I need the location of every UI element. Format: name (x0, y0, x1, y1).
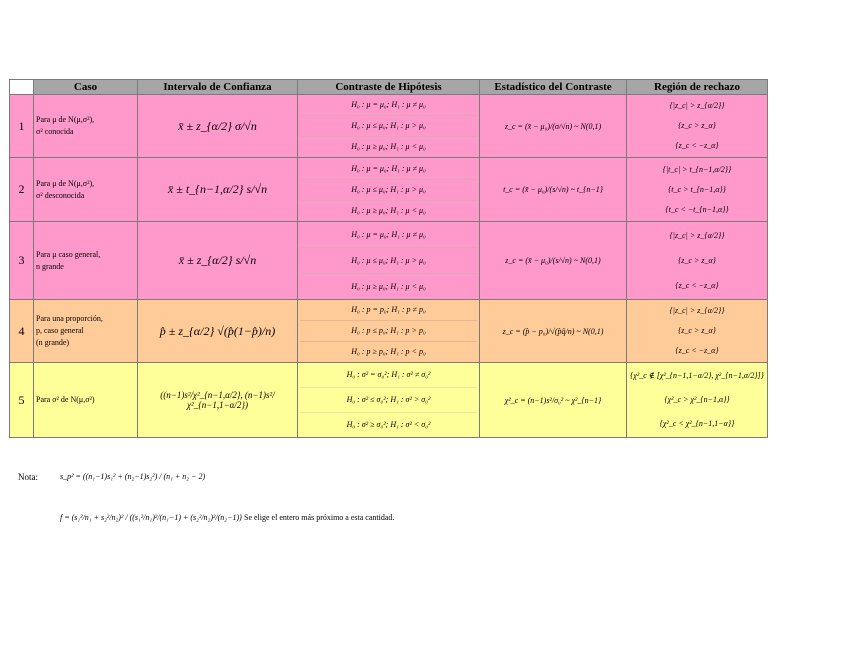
rejection-region: {χ²_c < χ²_{n−1,1−α}} (659, 419, 735, 428)
blank-header (10, 80, 34, 95)
case-description (34, 95, 138, 158)
hypothesis-line: H₀ : μ ≥ μ₀; H₁ : μ < μ₀ (351, 282, 426, 291)
rejection-region: {χ²_c ∉ [χ²_{n−1,1−α/2}, χ²_{n−1,α/2}]} (630, 371, 764, 380)
case-description (34, 300, 138, 363)
case-line: σ² desconocida (36, 190, 85, 200)
rejection-region-cell (627, 95, 768, 158)
rejection-region-cell (627, 300, 768, 363)
table-row (10, 95, 768, 158)
rejection-region: {z_c > z_α} (678, 121, 716, 130)
hypothesis-line: H₀ : μ ≥ μ₀; H₁ : μ < μ₀ (351, 205, 426, 215)
row-number: 3 (10, 222, 34, 300)
hypothesis-line: H₀ : μ = μ₀; H₁ : μ ≠ μ₀ (300, 222, 477, 248)
rejection-region: {|z_c| > z_{α/2}} (669, 101, 725, 110)
rejection-region: {|z_c| > z_{α/2}} (669, 231, 725, 240)
table-row (10, 158, 768, 222)
rejection-region: {t_c < −t_{n−1,α}} (665, 204, 729, 214)
hypothesis-cell (298, 363, 480, 438)
row-number: 5 (10, 363, 34, 438)
rejection-region: {z_c < −z_α} (675, 346, 719, 355)
rejection-region-cell (627, 158, 768, 222)
hypothesis-cell (298, 95, 480, 158)
confidence-interval: x̄ ± z_{α/2} σ/√n (138, 95, 298, 158)
case-line: Para μ de N(μ,σ²), (36, 178, 95, 188)
table-row (10, 222, 768, 300)
confidence-interval: x̄ ± t_{n−1,α/2} s/√n (138, 158, 298, 222)
case-line: (n grande) (36, 338, 70, 347)
test-statistic: t_c = (x̄ − μ₀)/(s/√n) ~ t_{n−1} (480, 158, 627, 222)
case-line: Para μ de N(μ,σ²), (36, 115, 95, 124)
table-row (10, 300, 768, 363)
rejection-region: {|z_c| > z_{α/2}} (669, 306, 725, 315)
rejection-region-cell (627, 363, 768, 438)
note-label: Nota: (18, 472, 38, 482)
confidence-interval: ((n−1)s²/χ²_{n−1,α/2}, (n−1)s²/χ²_{n−1,1−α/2}) (138, 363, 298, 438)
hypothesis-line: H₀ : p ≥ p₀; H₁ : p < p₀ (351, 347, 426, 356)
degrees-of-freedom-formula: f = (s₁²/n₁ + s₂²/n₂)² / ((s₁²/n₁)²/(n₁−1) + (s₂²/n₂)²/(n₂−1)) (60, 513, 242, 522)
header-caso: Caso (34, 80, 138, 95)
test-statistic: χ²_c = (n−1)s²/σ₀² ~ χ²_{n−1} (480, 363, 627, 438)
case-line: Para una proporción, (36, 314, 103, 323)
case-description (34, 158, 138, 222)
hypothesis-cell (298, 158, 480, 222)
test-statistic: z_c = (x̄ − μ₀)/(σ/√n) ~ N(0,1) (480, 95, 627, 158)
hypothesis-line: H₀ : σ² ≥ σ₀²; H₁ : σ² < σ₀² (346, 420, 431, 429)
hypothesis-line: H₀ : μ = μ₀; H₁ : μ ≠ μ₀ (300, 95, 477, 116)
hypothesis-line: H₀ : μ ≤ μ₀; H₁ : μ > μ₀ (300, 180, 477, 201)
case-line: σ² conocida (36, 127, 74, 136)
hypothesis-line: H₀ : σ² ≤ σ₀²; H₁ : σ² > σ₀² (300, 388, 477, 413)
confidence-interval: x̄ ± z_{α/2} s/√n (138, 222, 298, 300)
hypothesis-line: H₀ : μ = μ₀; H₁ : μ ≠ μ₀ (300, 159, 477, 180)
rejection-region: {z_c < −z_α} (675, 141, 719, 150)
case-line: n grande (36, 261, 64, 271)
rejection-region: {t_c > t_{n−1,α}} (668, 184, 726, 194)
header-intervalo: Intervalo de Confianza (138, 80, 298, 95)
case-line: Para μ caso general, (36, 249, 101, 259)
row-number: 2 (10, 158, 34, 222)
case-description (34, 222, 138, 300)
header-estadistico: Estadístico del Contraste (480, 80, 627, 95)
statistics-table (9, 79, 768, 438)
rejection-region: {|t_c| > t_{n−1,α/2}} (662, 164, 732, 174)
hypothesis-line: H₀ : p = p₀; H₁ : p ≠ p₀ (300, 300, 477, 321)
row-number: 4 (10, 300, 34, 363)
rejection-region: {z_c > z_α} (678, 256, 716, 265)
test-statistic: z_c = (x̄ − μ₀)/(s/√n) ~ N(0,1) (480, 222, 627, 300)
rejection-region: {z_c < −z_α} (675, 281, 719, 290)
header-contraste: Contraste de Hipótesis (298, 80, 480, 95)
hypothesis-line: H₀ : σ² = σ₀²; H₁ : σ² ≠ σ₀² (300, 363, 477, 388)
case-line: Para σ² de N(μ,σ²) (36, 395, 95, 404)
hypothesis-line: H₀ : μ ≤ μ₀; H₁ : μ > μ₀ (300, 248, 477, 274)
confidence-interval: p̂ ± z_{α/2} √(p̂(1−p̂)/n) (138, 300, 298, 363)
hypothesis-line: H₀ : μ ≥ μ₀; H₁ : μ < μ₀ (351, 142, 426, 151)
rejection-region: {χ²_c > χ²_{n−1,α}} (664, 395, 730, 404)
case-description (34, 363, 138, 438)
hypothesis-cell (298, 300, 480, 363)
header-row (10, 80, 768, 95)
hypothesis-line: H₀ : p ≤ p₀; H₁ : p > p₀ (300, 321, 477, 342)
hypothesis-line: H₀ : μ ≤ μ₀; H₁ : μ > μ₀ (300, 116, 477, 137)
case-line: p, caso general (36, 326, 84, 335)
rejection-region-cell (627, 222, 768, 300)
rejection-region: {z_c > z_α} (678, 326, 716, 335)
pooled-variance-formula: s_p² = ((n₁−1)s₁² + (n₂−1)s₂²) / (n₁ + n₂ − 2) (60, 472, 206, 481)
table-row (10, 363, 768, 438)
test-statistic: z_c = (p̂ − p₀)/√(p̂q̂/n) ~ N(0,1) (480, 300, 627, 363)
header-region: Región de rechazo (627, 80, 768, 95)
row-number: 1 (10, 95, 34, 158)
note-text: Se elige el entero más próximo a esta cantidad. (244, 513, 395, 522)
hypothesis-cell (298, 222, 480, 300)
